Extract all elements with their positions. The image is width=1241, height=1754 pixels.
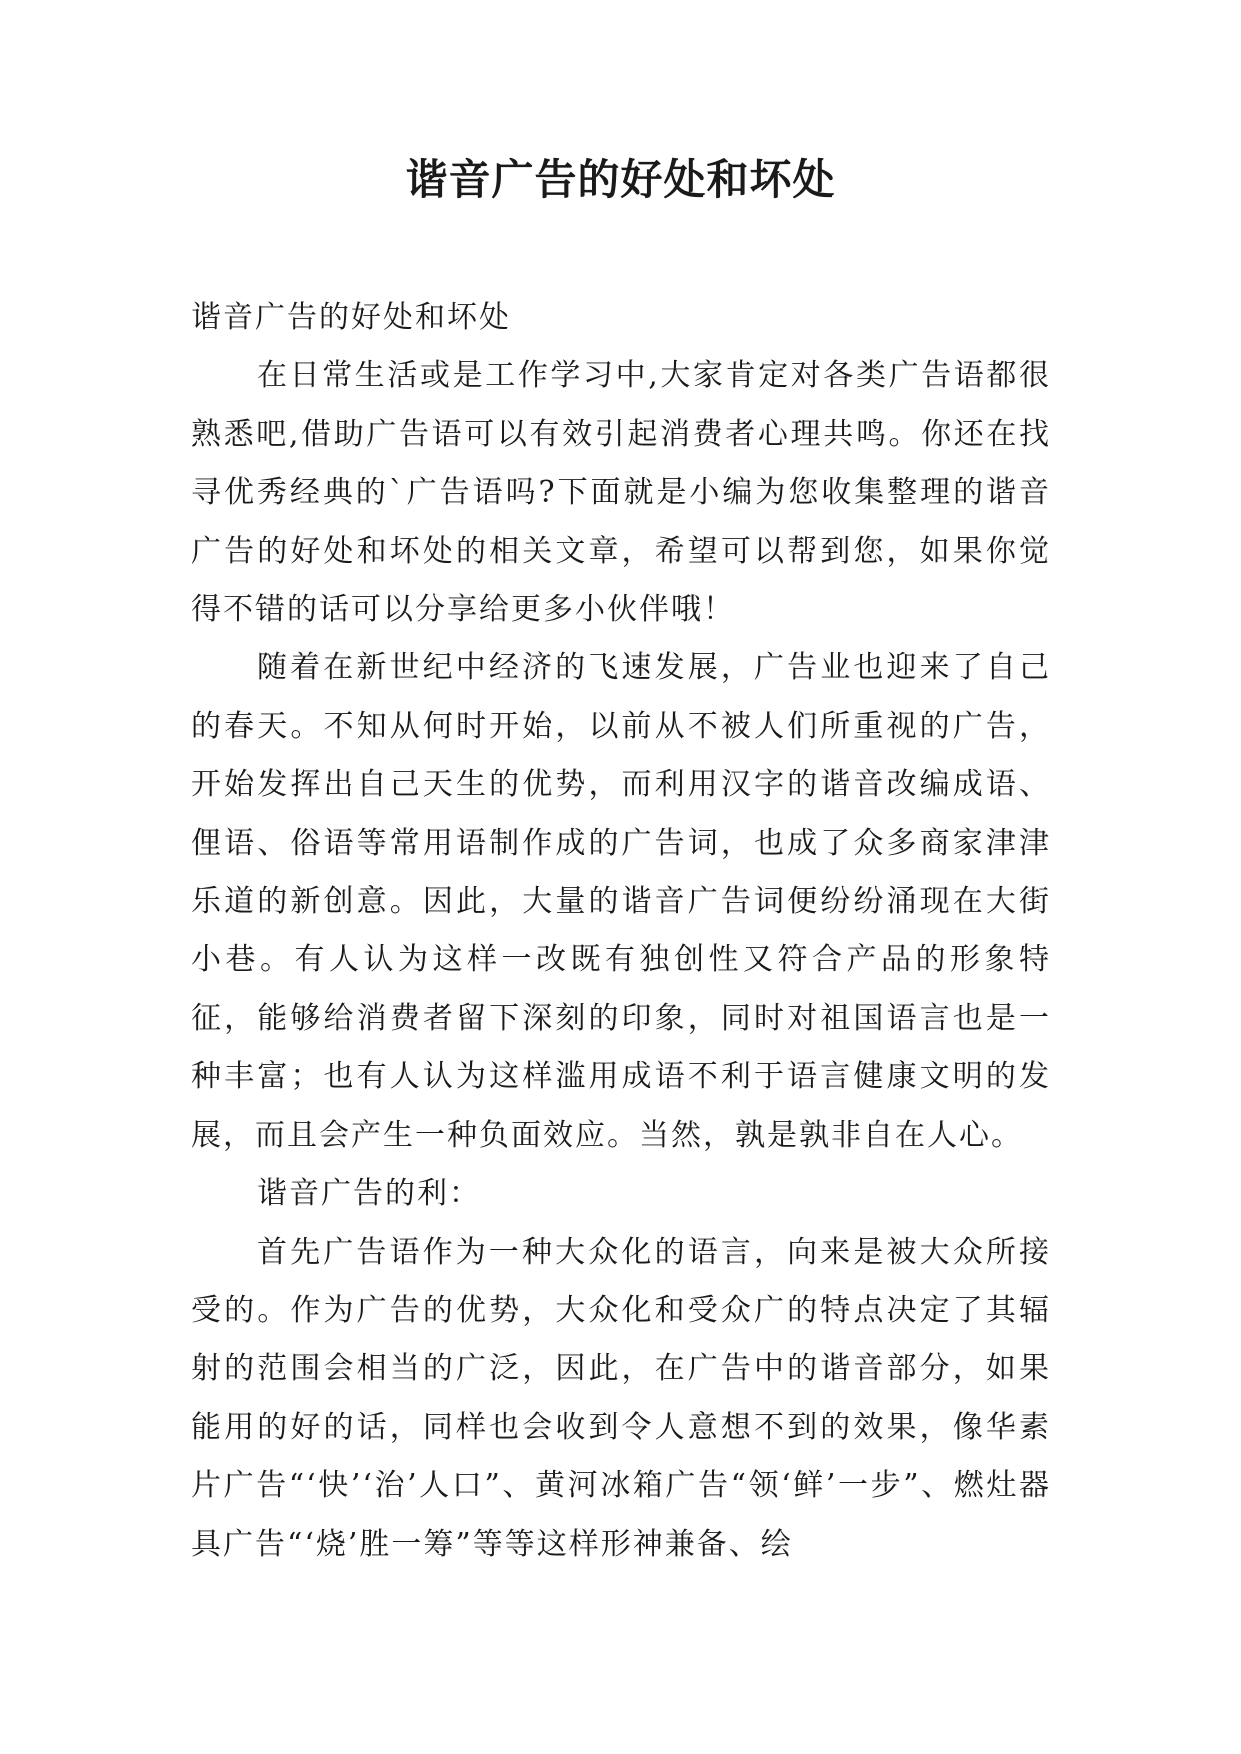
background-paragraph: 随着在新世纪中经济的飞速发展，广告业也迎来了自己的春天。不知从何时开始，以前从不被人们所重视的广告，开始发挥出自己天生的优势，而利用汉字的谐音改编成语、俚语、俗语等常用语制作成的广告词，也成了众多商家津津乐道的新创意。因此，大量的谐音广告词便纷纷涌现在大街小巷。有人认为这样一改既有独创性又符合产品的形象特征，能够给消费者留下深刻的印象，同时对祖国语言也是一种丰富；也有人认为这样滥用成语不利于语言健康文明的发展，而且会产生一种负面效应。当然，孰是孰非自在人心。 xyxy=(191,650,1051,1153)
benefits-paragraph: 首先广告语作为一种大众化的语言，向来是被大众所接受的。作为广告的优势，大众化和受众广的特点决定了其辐射的范围会相当的广泛，因此，在广告中的谐音部分，如果能用的好的话，同样也会收到令人意想不到的效果，像华素片广告“‘快’‘治’人口”、黄河冰箱广告“领‘鲜’一步”、燃灶器具广告“‘烧’胜一筹”等等这样形神兼备、绘 xyxy=(191,1234,1051,1562)
section-heading-benefits: 谐音广告的利： xyxy=(257,1176,481,1212)
document-title: 谐音广告的好处和坏处 xyxy=(405,155,836,204)
document-body xyxy=(191,289,1051,1574)
intro-paragraph: 在日常生活或是工作学习中,大家肯定对各类广告语都很熟悉吧,借助广告语可以有效引起消费者心理共鸣。你还在找寻优秀经典的`广告语吗?下面就是小编为您收集整理的谐音广告的好处和坏处的相关文章，希望可以帮到您，如果你觉得不错的话可以分享给更多小伙伴哦！ xyxy=(191,358,1051,628)
subtitle-paragraph: 谐音广告的好处和坏处 xyxy=(191,300,511,335)
